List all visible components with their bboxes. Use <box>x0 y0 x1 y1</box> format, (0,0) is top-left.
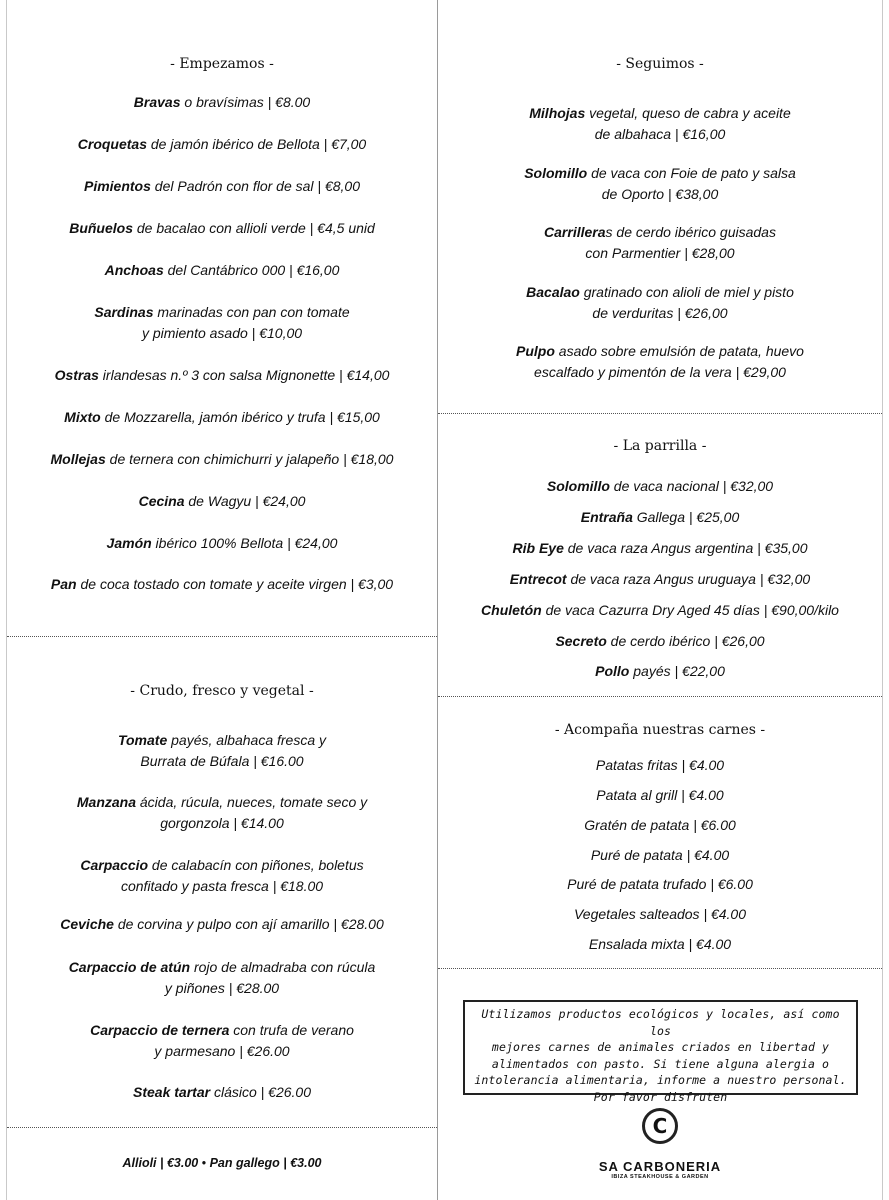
side-item: Patata al grill | €4.00 <box>596 787 724 803</box>
menu-item: Cecina de Wagyu | €24,00 <box>138 493 306 509</box>
side-item: Patatas fritas | €4.00 <box>595 757 725 773</box>
section-divider <box>438 968 882 969</box>
section-divider <box>7 636 437 637</box>
menu-item: Mixto de Mozzarella, jamón ibérico y trufa | €15,00 <box>64 409 380 425</box>
menu-item: Sardinas marinadas con pan con tomate y pimiento asado | €10,00 <box>94 304 350 341</box>
menu-item: Bacalao gratinado con alioli de miel y pisto de verduritas | €26,00 <box>526 284 794 321</box>
menu-item: Chuletón de vaca Cazurra Dry Aged 45 días | €90,00/kilo <box>481 602 839 618</box>
side-item: Vegetales salteados | €4.00 <box>573 906 747 922</box>
menu-item: Steak tartar clásico | €26.00 <box>133 1084 311 1100</box>
section-divider <box>7 1127 437 1128</box>
bullet-icon: • <box>201 1156 207 1170</box>
menu-item: Entrecot de vaca raza Angus uruguaya | €32,00 <box>509 571 811 587</box>
menu-item: Pan de coca tostado con tomate y aceite virgen | €3,00 <box>50 576 394 592</box>
carboneria-logo-icon: C <box>642 1108 678 1144</box>
left-column <box>6 0 438 1200</box>
section-title-parrilla: - La parrilla - <box>613 438 707 454</box>
side-item: Ensalada mixta | €4.00 <box>588 936 732 952</box>
menu-item: Solomillo de vaca con Foie de pato y salsa de Oporto | €38,00 <box>524 165 796 202</box>
menu-item: Jamón ibérico 100% Bellota | €24,00 <box>106 535 338 551</box>
brand-name: SA CARBONERIA <box>598 1159 722 1174</box>
menu-item: Carpaccio de atún rojo de almadraba con rúcula y piñones | €28.00 <box>68 959 376 996</box>
section-title-seguimos: - Seguimos - <box>616 56 704 72</box>
menu-item: Tomate payés, albahaca fresca y Burrata de Búfala | €16.00 <box>117 732 327 769</box>
menu-item: Secreto de cerdo ibérico | €26,00 <box>555 633 765 649</box>
menu-item: Ostras irlandesas n.º 3 con salsa Mignonette | €14,00 <box>54 367 390 383</box>
extras-footer: Allioli | €3.00 • Pan gallego | €3.00 <box>122 1156 322 1170</box>
section-title-empezamos: - Empezamos - <box>170 56 274 72</box>
menu-item: Pulpo asado sobre emulsión de patata, huevo escalfado y pimentón de la vera | €29,00 <box>516 343 804 380</box>
menu-item: Rib Eye de vaca raza Angus argentina | €35,00 <box>512 540 808 556</box>
menu-item: Croquetas de jamón ibérico de Bellota | €7,00 <box>77 136 367 152</box>
section-title-acompana: - Acompaña nuestras carnes - <box>554 722 766 738</box>
menu-item: Entraña Gallega | €25,00 <box>580 509 740 525</box>
section-divider <box>438 696 882 697</box>
brand-tagline: IBIZA STEAKHOUSE & GARDEN <box>611 1174 709 1180</box>
menu-item: Carpaccio de ternera con trufa de verano y parmesano | €26.00 <box>90 1022 354 1059</box>
menu-item: Pimientos del Padrón con flor de sal | €8,00 <box>83 178 360 194</box>
menu-item: Pollo payés | €22,00 <box>595 663 725 679</box>
menu-item: Mollejas de ternera con chimichurri y jalapeño | €18,00 <box>50 451 394 467</box>
menu-item: Manzana ácida, rúcula, nueces, tomate seco y gorgonzola | €14.00 <box>76 794 368 831</box>
side-item: Gratén de patata | €6.00 <box>584 817 736 833</box>
menu-item: Ceviche de corvina y pulpo con ají amarillo | €28.00 <box>60 916 384 932</box>
menu-item: Carpaccio de calabacín con piñones, boletus confitado y pasta fresca | €18.00 <box>80 857 364 894</box>
menu-item: Milhojas vegetal, queso de cabra y aceite de albahaca | €16,00 <box>529 105 791 142</box>
side-item: Puré de patata | €4.00 <box>590 847 730 863</box>
menu-item: Carrilleras de cerdo ibérico guisadas con Parmentier | €28,00 <box>544 224 776 261</box>
section-title-crudo: - Crudo, fresco y vegetal - <box>130 683 314 699</box>
menu-item: Buñuelos de bacalao con allioli verde | €4,5 unid <box>69 220 375 236</box>
right-column <box>438 0 883 1200</box>
side-item: Puré de patata trufado | €6.00 <box>567 876 753 892</box>
menu-item: Bravas o bravísimas | €8.00 <box>133 94 311 110</box>
section-divider <box>438 413 882 414</box>
allergy-notice: Utilizamos productos ecológicos y locales, así como los mejores carnes de animales criados en libertad y alimentados con pasto. Si tiene alguna alergia o intolerancia alimentaria, informe a nuestro personal. Por favor disfruten <box>463 1000 858 1095</box>
menu-item: Anchoas del Cantábrico 000 | €16,00 <box>104 262 340 278</box>
menu-item: Solomillo de vaca nacional | €32,00 <box>546 478 774 494</box>
